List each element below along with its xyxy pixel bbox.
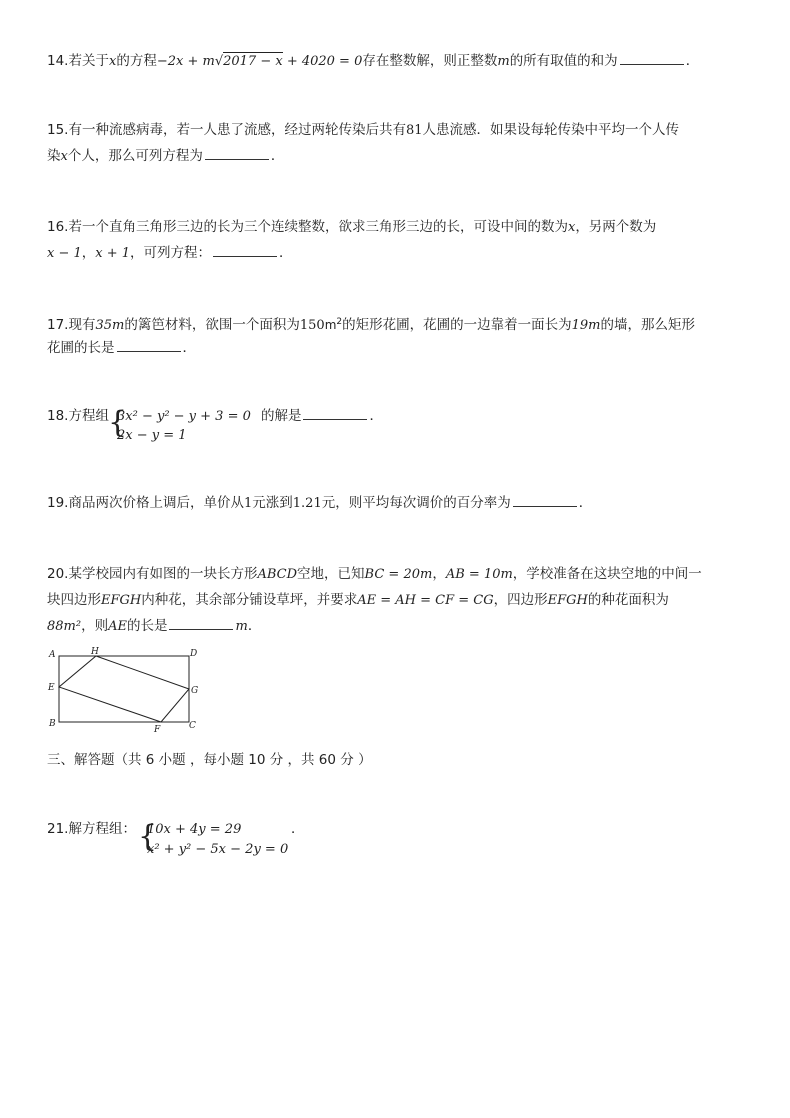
label-c: C [189,721,196,731]
label-h: H [91,647,99,657]
q18-answer-blank[interactable] [303,407,367,420]
q21-eq2: x² + y² − 5x − 2y = 0 [147,842,289,857]
q20-cond2: AB = 10m [445,567,513,582]
label-b: B [49,719,56,729]
question-20-line1: 20.某学校园内有如图的一块长方形ABCD空地，已知BC = 20m，AB = 10m，学校准备在这块空地的中间一 [47,566,702,582]
section-3-title: 三、解答题（共 6 小题 ，每小题 10 分 ，共 60 分 ） [47,752,372,768]
question-16-line1: 16.若一个直角三角形三边的长为三个连续整数，欲求三角形三边的长，可设中间的数为x，另两个数为 [47,219,657,235]
question-21: 21.解方程组： ． [47,821,305,837]
q20-quad: EFGH [101,593,142,608]
q14-formula: −2x + m√2017 − x + 4020 = 0 [156,54,363,69]
q15-answer-blank[interactable] [205,147,269,160]
quadrilateral-efgh [59,656,189,722]
label-f: F [154,725,161,735]
question-16-line2: x − 1，x + 1，可列方程： ． [47,245,293,261]
label-e: E [48,683,55,693]
q20-cond1: BC = 20m [364,567,433,582]
q14-var-x: x [108,54,117,69]
rectangle-figure [44,645,204,737]
question-20-line3: 88m²，则AE的长是 m． [47,618,262,634]
q20-cond3: AE = AH = CF = CG [357,593,494,608]
label-a: A [49,650,56,660]
q19-val2: 1.21 [292,496,322,511]
q19-answer-blank[interactable] [513,494,577,507]
q20-rect: ABCD [257,567,298,582]
q14-answer-blank[interactable] [620,52,684,65]
question-17-line1: 17.现有35m的篱笆材料，欲围一个面积为$150m^2$的矩形花圃，花圃的一边靠着一面长为19m的墙，那么矩形 [47,317,695,333]
q16-expr2: x + 1 [95,246,131,261]
q16-expr1: x − 1 [47,246,82,261]
q20-area: 88m² [47,619,82,634]
question-14: 14.若关于x的方程−2x + m√2017 − x + 4020 = 0存在整数解，则正整数m的所有取值的和为 ． [47,53,700,69]
q16-answer-blank[interactable] [213,244,277,257]
q19-val1: 1 [243,496,253,511]
q15-var-x: x [60,149,68,164]
q14-var-m: m [497,54,510,69]
q21-eq1: 10x + 4y = 29 [147,822,242,837]
q17-val1: 35m [95,318,125,333]
q18-brace: { [108,405,128,440]
q17-val2: 150 [299,318,325,333]
q17-answer-blank[interactable] [117,339,181,352]
label-g: G [191,686,199,696]
q18-eq1: 3x² − y² − y + 3 = 0 [117,409,251,424]
question-15-line2: 染x个人，那么可列方程为 ． [47,148,285,164]
question-17-line2: 花圃的长是 ． [47,340,196,356]
q14-text: 14.若关于 [47,53,109,69]
q18-eq2: 2x − y = 1 [117,428,187,443]
label-d: D [190,649,198,659]
q15-num81: 81 [405,123,423,138]
q21-brace: { [138,819,158,854]
question-15-line1: 15.有一种流感病毒，若一人患了流感，经过两轮传染后共有81人患流感．如果设每轮传染中平均一个人传 [47,122,680,138]
q17-val3: 19m [571,318,601,333]
question-19: 19.商品两次价格上调后，单价从1元涨到1.21元，则平均每次调价的百分率为 ． [47,495,593,511]
question-18: 18.方程组 的解是 ． [47,408,383,424]
q17-unit2: $m^2$ [324,317,343,332]
q20-seg: AE [108,619,127,634]
q16-var-x: x [567,220,576,235]
q20-answer-blank[interactable] [169,617,233,630]
question-20-line2: 块四边形EFGH内种花，其余部分铺设草坪，并要求AE = AH = CF = CG，四边形EFGH的种花面积为 [47,592,669,608]
